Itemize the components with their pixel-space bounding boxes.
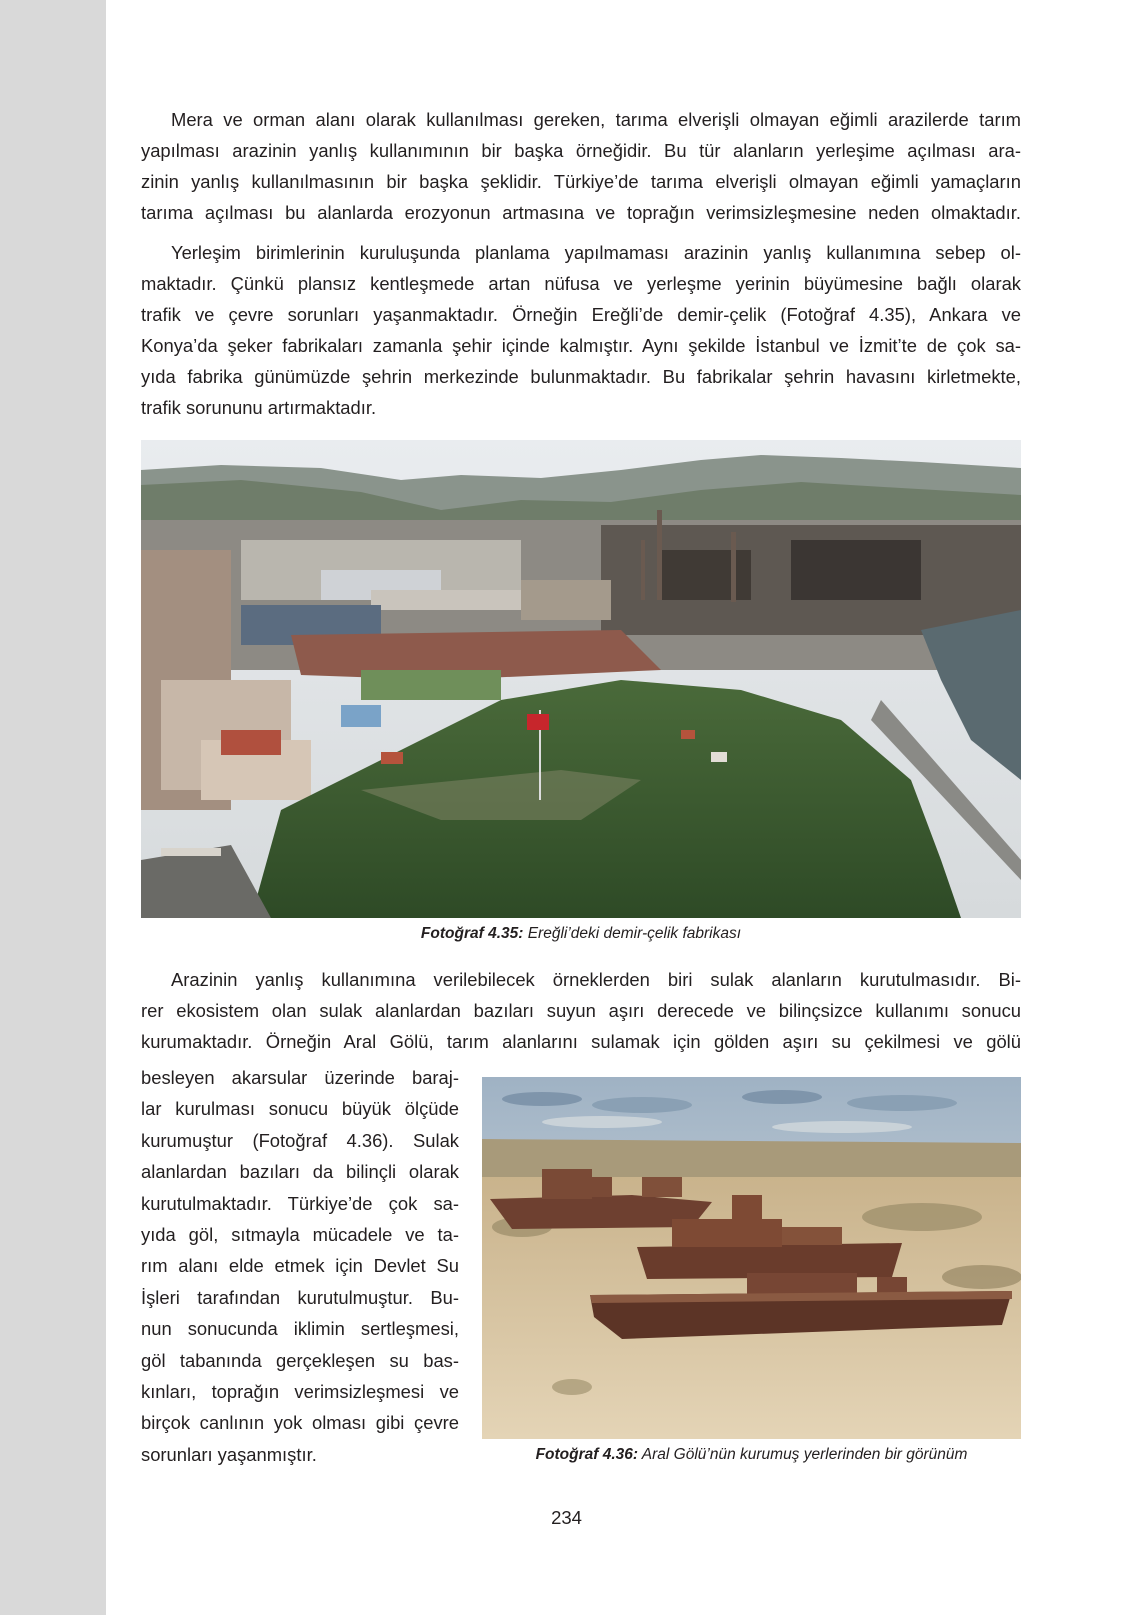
page-number: 234 [551, 1507, 582, 1528]
paragraph-line: rım alanı elde etmek için Devlet Su [141, 1255, 459, 1277]
caption-label: Fotoğraf 4.36: [535, 1446, 639, 1463]
paragraph-line: sorunları yaşanmıştır. [141, 1443, 317, 1465]
caption-label: Fotoğraf 4.35: [420, 925, 524, 942]
paragraph-line: kurumuştur (Fotoğraf 4.36). Sulak [141, 1129, 459, 1151]
paragraph-3-column [141, 1062, 459, 1470]
paragraph-line: yıda göl, sıtmayla mücadele ve ta- [141, 1224, 459, 1246]
caption-text: Aral Gölü’nün kurumuş yerlerinden bir görünüm [638, 1446, 968, 1463]
paragraph-line: kınları, toprağın verimsizleşmesi ve [141, 1381, 459, 1403]
photo-aral-sea-ships [482, 1077, 1021, 1439]
paragraph-line: besleyen akarsular üzerinde baraj- [141, 1067, 459, 1088]
photo-eregli-steel-plant [141, 440, 1021, 918]
paragraph-line: İşleri tarafından kurutulmuştur. Bu- [141, 1286, 459, 1308]
paragraph-line: kurumaktadır. Örneğin Aral Gölü, tarım alanlarını sulamak için gölden aşırı su çekilmesi ve gölü [141, 1031, 1021, 1052]
paragraph-line: Konya’da şeker fabrikaları zamanla şehir içinde kalmıştır. Aynı şekilde İstanbul ve İzmit’te de çok sa- [141, 335, 1021, 356]
photo-2-caption [482, 1446, 1021, 1464]
paragraph-line: Mera ve orman alanı olarak kullanılması gereken, tarıma elverişli olmayan eğimli arazilerde tarım [171, 109, 1021, 130]
aral-sea-image [482, 1077, 1021, 1439]
paragraph-1 [141, 104, 1021, 228]
paragraph-line: Arazinin yanlış kullanımına verilebilecek örneklerden biri sulak alanların kurutulmasıdır. Bi- [171, 969, 1021, 990]
paragraph-line: nun sonucunda iklimin sertleşmesi, [141, 1318, 459, 1340]
paragraph-3 [141, 964, 1021, 1057]
paragraph-line: birçok canlının yok olması gibi çevre [141, 1412, 459, 1434]
paragraph-line: kurutulmaktadır. Türkiye’de çok sa- [141, 1192, 459, 1214]
paragraph-line: trafik sorununu artırmaktadır. [141, 397, 377, 418]
paragraph-line: rer ekosistem olan sulak alanlardan bazıları suyun aşırı derecede ve bilinçsizce kullanımı sonucu [141, 1000, 1021, 1021]
paragraph-line: lar kurulması sonucu büyük ölçüde [141, 1098, 459, 1120]
paragraph-line: yıda fabrika günümüzde şehrin merkezinde bulunmaktadır. Bu fabrikalar şehrin havasını kirletmekte, [141, 366, 1021, 387]
paragraph-line: maktadır. Çünkü plansız kentleşmede artan nüfusa ve yerleşme yerinin büyümesine bağlı olarak [141, 273, 1021, 294]
paragraph-line: alanlardan bazıları da bilinçli olarak [141, 1161, 459, 1183]
paragraph-line: zinin yanlış kullanılmasının bir başka şeklidir. Türkiye’de tarıma elverişli olmayan eğimli yamaçların [141, 171, 1021, 192]
paragraph-2 [141, 237, 1021, 423]
paragraph-line: Yerleşim birimlerinin kuruluşunda planlama yapılmaması arazinin yanlış kullanımına sebep ol- [171, 242, 1021, 263]
paragraph-line: tarıma açılması bu alanlarda erozyonun artmasına ve toprağın verimsizleşmesine neden olmaktadır. [141, 202, 1021, 223]
paragraph-line: yapılması arazinin yanlış kullanımının bir başka örneğidir. Bu tür alanların yerleşime açılması ara- [141, 140, 1021, 161]
paragraph-line: trafik ve çevre sorunları yaşanmaktadır. Örneğin Ereğli’de demir-çelik (Fotoğraf 4.35), Ankara ve [141, 304, 1021, 325]
photo-1-caption [141, 925, 1021, 943]
caption-text: Ereğli’deki demir-çelik fabrikası [523, 925, 742, 942]
page-margin-band [0, 0, 106, 1615]
aerial-factory-image [141, 440, 1021, 918]
paragraph-line: göl tabanında gerçekleşen su bas- [141, 1349, 459, 1371]
